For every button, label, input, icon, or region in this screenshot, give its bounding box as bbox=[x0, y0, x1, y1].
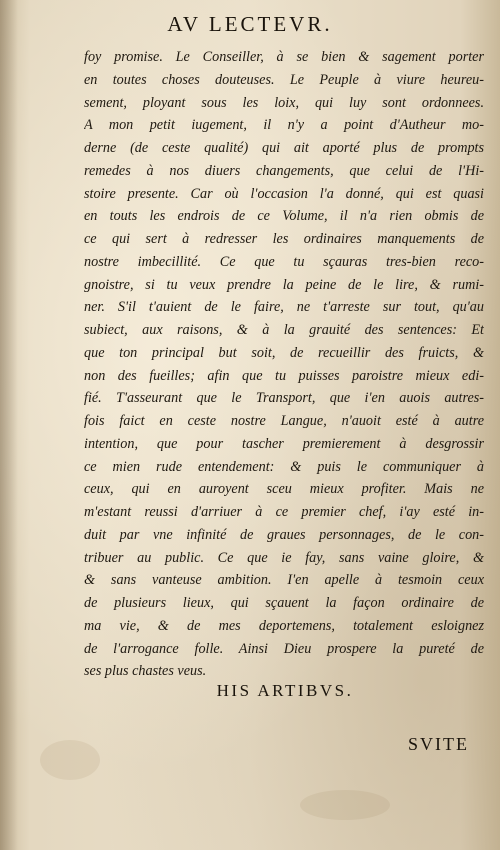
text-line: sement, ployant sous les loix, qui luy sont ordonnees. bbox=[84, 94, 484, 111]
text-line: ceux, qui en auroyent sceu mieux profiter. Mais ne bbox=[84, 481, 484, 498]
running-head: AV LECTEVR. bbox=[167, 12, 333, 36]
text-line: foy promise. Le Conseiller, à se bien & sagement porter bbox=[84, 49, 484, 65]
text-line: derne (de ceste qualité) qui ait aporté plus de prompts bbox=[84, 140, 484, 156]
text-line: tribuer au public. Ce que ie fay, sans vaine gloire, & bbox=[84, 549, 484, 566]
catchword: SVITE bbox=[408, 734, 469, 754]
text-line: en toutes choses douteuses. Le Peuple à viure heureu- bbox=[84, 71, 484, 88]
text-line: remedes à nos diuers changements, que celui de l'Hi- bbox=[84, 162, 484, 179]
text-line: ce qui sert à redresser les ordinaires manquements de bbox=[84, 231, 484, 247]
text-line: gnoistre, si tu veux prendre la peine de le lire, & rumi- bbox=[84, 276, 484, 293]
text-line: & sans vanteuse ambition. I'en apelle à tesmoin ceux bbox=[84, 572, 484, 589]
text-line: subiect, aux raisons, & à la grauité des sentences: Et bbox=[84, 322, 484, 338]
foxing-stain bbox=[300, 790, 390, 820]
text-line: nostre imbecillité. Ce que tu sçauras tres-bien reco- bbox=[84, 253, 484, 270]
motto: HIS ARTIBVS. bbox=[216, 681, 354, 700]
foxing-stain bbox=[40, 740, 100, 780]
text-line: non des fueilles; afin que tu puisses paroistre mieux edi- bbox=[84, 367, 484, 384]
text-line: m'estant reussi d'arriuer à ce premier chef, i'ay esté in- bbox=[84, 504, 484, 520]
text-line: en touts les endrois de ce Volume, il n'a rien obmis de bbox=[84, 208, 484, 225]
text-line: fié. T'asseurant que le Transport, que i'en auois autres- bbox=[84, 390, 484, 407]
text-line: duit par vne infinité de graues personnages, de le con- bbox=[84, 526, 484, 543]
text-line: que ton principal but soit, de recueillir des fruicts, & bbox=[84, 344, 484, 361]
text-line: intention, que pour tascher premierement à desgrossir bbox=[84, 435, 484, 452]
body-text bbox=[84, 46, 484, 683]
text-line: ce mien rude entendement: & puis le communiquer à bbox=[84, 458, 484, 475]
text-line: de l'arrogance folle. Ainsi Dieu prospere la pureté de bbox=[84, 640, 484, 657]
text-line: A mon petit iugement, il n'y a point d'Autheur mo- bbox=[84, 117, 484, 134]
text-line: fois faict en ceste nostre Langue, n'auoit esté à autre bbox=[84, 413, 484, 429]
spine-shadow bbox=[0, 0, 18, 850]
text-line: ma vie, & de mes deportemens, totalement esloignez bbox=[84, 617, 484, 634]
text-line: ner. S'il t'auient de le faire, ne t'arreste sur tout, qu'au bbox=[84, 299, 484, 316]
text-line: ses plus chastes veus. bbox=[84, 663, 207, 680]
text-line: stoire presente. Car où l'occasion l'a donné, qui est quasi bbox=[84, 185, 484, 202]
text-line: de plusieurs lieux, qui sçauent la façon ordinaire de bbox=[84, 595, 484, 611]
